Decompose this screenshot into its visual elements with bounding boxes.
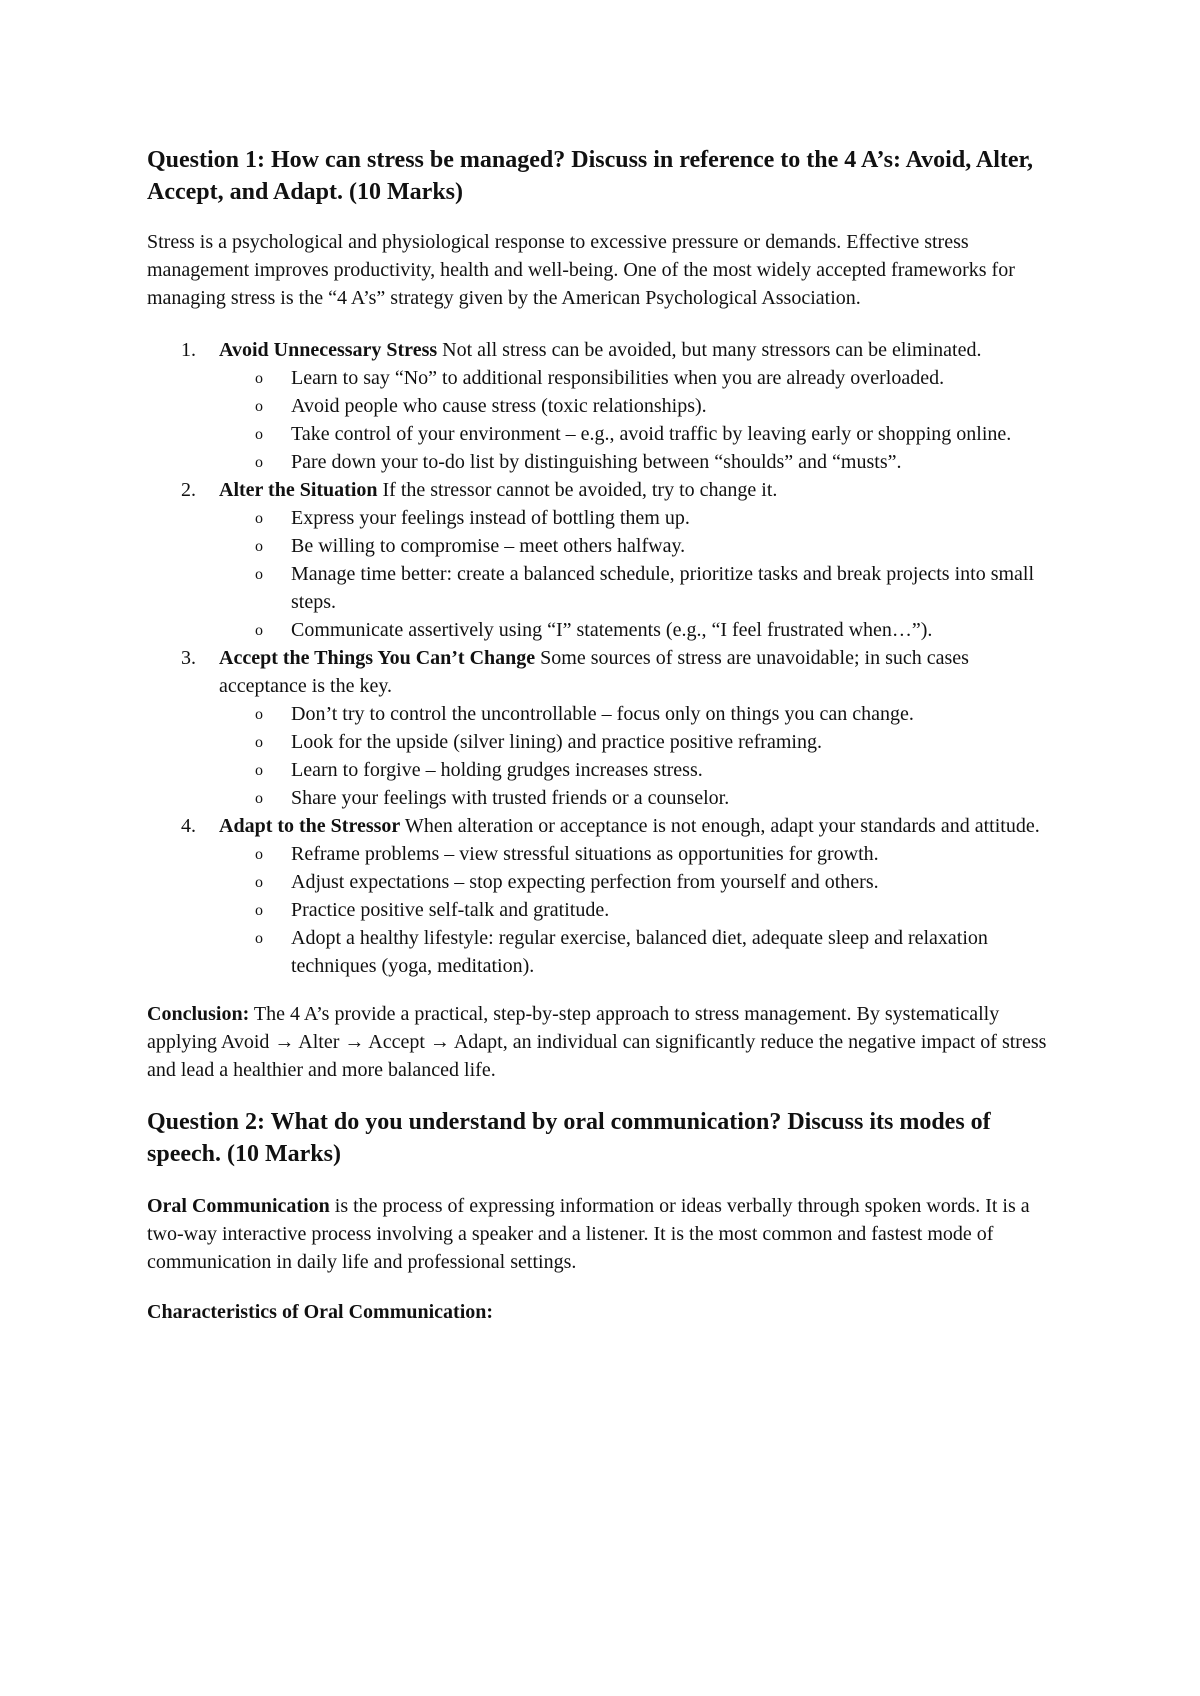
bullet-icon: o [255, 538, 263, 555]
bullet-icon: o [255, 790, 263, 807]
bullet-icon: o [255, 874, 263, 891]
conclusion-text: The 4 A’s provide a practical, step-by-step approach to stress management. By systematically applying Avoid → Alter → Accept → Adapt, an individual can significantly reduce the negative impact of stress and lead a healthier and more balanced life. [147, 1003, 1047, 1081]
list-number: 2. [181, 479, 196, 501]
bullet-icon: o [255, 566, 263, 583]
sub-list-item [219, 868, 1060, 896]
sub-list-item [219, 448, 1060, 476]
list-item-text: If the stressor cannot be avoided, try to change it. [377, 479, 778, 501]
sub-list-item-text: Learn to forgive – holding grudges increases stress. [291, 759, 703, 781]
bullet-icon: o [255, 454, 263, 471]
sub-list-item [219, 532, 1060, 560]
sub-list-item [219, 924, 1060, 980]
bullet-icon: o [255, 706, 263, 723]
bullet-icon: o [255, 510, 263, 527]
question-2-title: Question 2: What do you understand by oral communication? Discuss its modes of speech. (10 Marks) [147, 1109, 991, 1167]
sub-list-item [219, 420, 1060, 448]
sub-list-item-text: Share your feelings with trusted friends or a counselor. [291, 787, 730, 809]
conclusion-paragraph [147, 1000, 1060, 1084]
sub-list-item-text: Reframe problems – view stressful situations as opportunities for growth. [291, 843, 879, 865]
sub-list-item [219, 784, 1060, 812]
sub-list-item-text: Adjust expectations – stop expecting perfection from yourself and others. [291, 871, 879, 893]
sub-list [219, 364, 1060, 476]
sub-list-item-text: Communicate assertively using “I” statements (e.g., “I feel frustrated when…”). [291, 619, 933, 641]
sub-list-item-text: Take control of your environment – e.g., avoid traffic by leaving early or shopping online. [291, 423, 1012, 445]
sub-list-item [219, 616, 1060, 644]
oral-communication-paragraph [147, 1192, 1060, 1276]
bullet-icon: o [255, 762, 263, 779]
sub-list-item [219, 392, 1060, 420]
sub-list-item [219, 560, 1060, 616]
sub-list [219, 840, 1060, 980]
sub-list-item-text: Don’t try to control the uncontrollable – focus only on things you can change. [291, 703, 914, 725]
oral-communication-text: is the process of expressing information or ideas verbally through spoken words. It is a two-way interactive process involving a speaker and a listener. It is the most common and fastest mode of communication in daily life and professional settings. [147, 1195, 1030, 1273]
characteristics-heading [147, 1298, 1060, 1326]
sub-list-item-text: Manage time better: create a balanced schedule, prioritize tasks and break projects into small steps. [291, 563, 1035, 613]
sub-list [219, 504, 1060, 644]
sub-list-item-text: Learn to say “No” to additional responsibilities when you are already overloaded. [291, 367, 945, 389]
list-item-heading: Accept the Things You Can’t Change [219, 647, 536, 669]
bullet-icon: o [255, 902, 263, 919]
sub-list [219, 700, 1060, 812]
list-item-text: Not all stress can be avoided, but many stressors can be eliminated. [437, 339, 982, 361]
sub-list-item [219, 700, 1060, 728]
list-item [147, 476, 1060, 644]
bullet-icon: o [255, 426, 263, 443]
list-item-text: When alteration or acceptance is not enough, adapt your standards and attitude. [400, 815, 1040, 837]
list-item-text: Some sources of stress are unavoidable; in such cases acceptance is the key. [219, 647, 969, 697]
list-number: 1. [181, 339, 196, 361]
question-1-title: Question 1: How can stress be managed? Discuss in reference to the 4 A’s: Avoid, Alter, Accept, and Adapt. (10 Marks) [147, 147, 1033, 205]
bullet-icon: o [255, 370, 263, 387]
sub-list-item-text: Adopt a healthy lifestyle: regular exercise, balanced diet, adequate sleep and relaxation techniques (yoga, meditation). [291, 927, 988, 977]
characteristics-heading-text: Characteristics of Oral Communication: [147, 1301, 494, 1323]
sub-list-item-text: Be willing to compromise – meet others halfway. [291, 535, 686, 557]
sub-list-item-text: Express your feelings instead of bottling them up. [291, 507, 690, 529]
sub-list-item [219, 896, 1060, 924]
list-item [147, 644, 1060, 812]
bullet-icon: o [255, 930, 263, 947]
sub-list-item [219, 840, 1060, 868]
list-item [147, 336, 1060, 476]
bullet-icon: o [255, 846, 263, 863]
bullet-icon: o [255, 622, 263, 639]
bullet-icon: o [255, 398, 263, 415]
list-item [147, 812, 1060, 980]
sub-list-item-text: Avoid people who cause stress (toxic relationships). [291, 395, 707, 417]
list-item-heading: Adapt to the Stressor [219, 815, 401, 837]
sub-list-item [219, 728, 1060, 756]
four-as-list [147, 336, 1060, 980]
oral-communication-label: Oral Communication [147, 1195, 330, 1217]
list-number: 3. [181, 647, 196, 669]
question-1-intro: Stress is a psychological and physiological response to excessive pressure or demands. Effective stress management improves productivity, health and well-being. One of the most widely accepted frameworks for managing stress is the “4 A’s” strategy given by the American Psychological Association. [147, 231, 1015, 309]
bullet-icon: o [255, 734, 263, 751]
sub-list-item-text: Practice positive self-talk and gratitude. [291, 899, 610, 921]
sub-list-item [219, 504, 1060, 532]
list-item-heading: Alter the Situation [219, 479, 378, 501]
sub-list-item [219, 364, 1060, 392]
list-number: 4. [181, 815, 196, 837]
conclusion-label: Conclusion: [147, 1003, 250, 1025]
list-item-heading: Avoid Unnecessary Stress [219, 339, 438, 361]
sub-list-item [219, 756, 1060, 784]
sub-list-item-text: Pare down your to-do list by distinguishing between “shoulds” and “musts”. [291, 451, 902, 473]
sub-list-item-text: Look for the upside (silver lining) and practice positive reframing. [291, 731, 822, 753]
